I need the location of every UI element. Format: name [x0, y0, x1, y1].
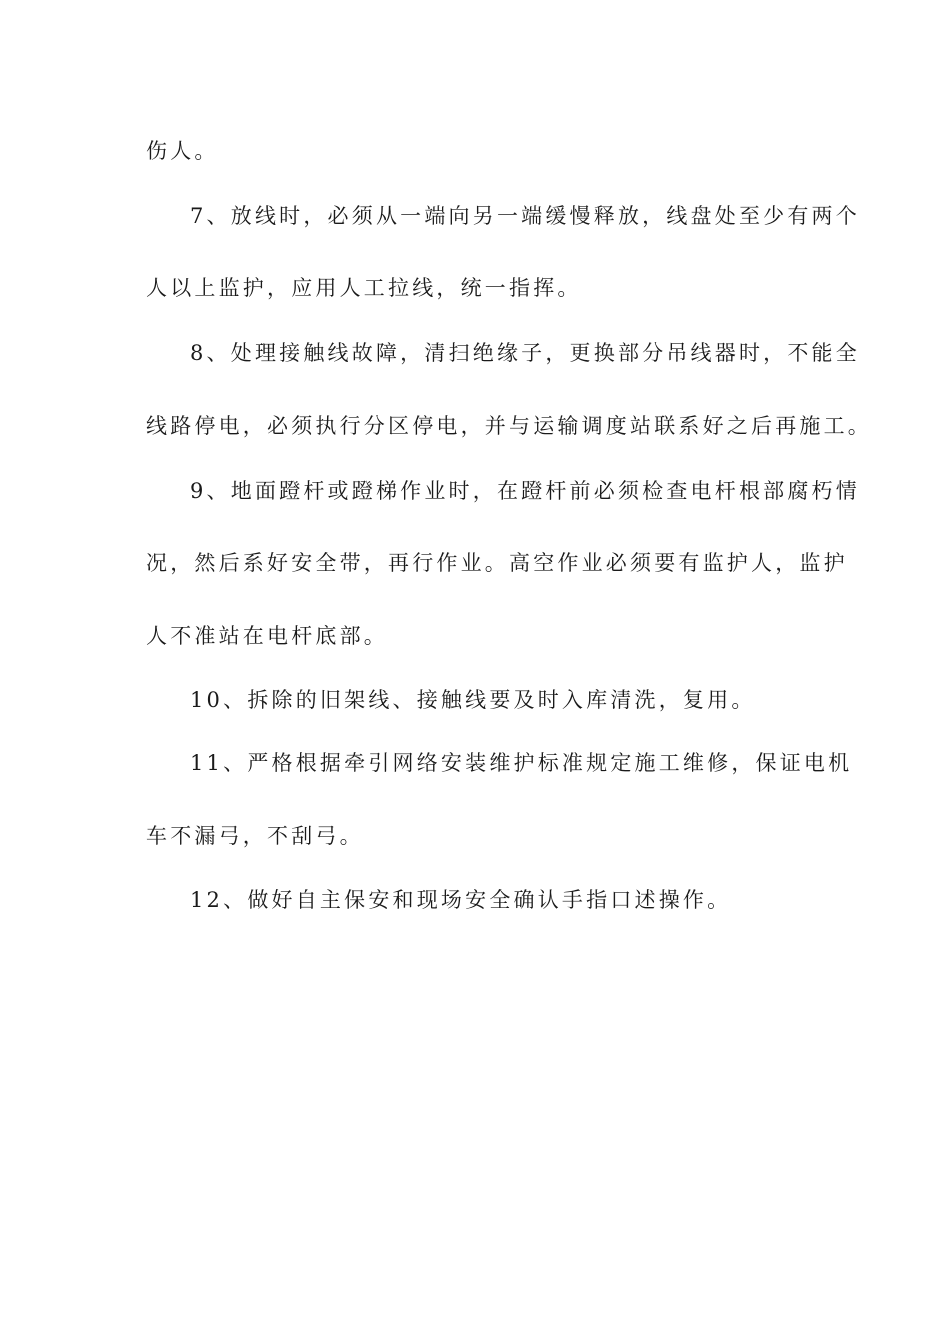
- item-10-line-1: 10、拆除的旧架线、接触线要及时入库清洗，复用。: [190, 688, 756, 712]
- item-9-line-3: 人不准站在电杆底部。: [146, 624, 388, 648]
- item-7-line-1: 7、放线时，必须从一端向另一端缓慢释放，线盘处至少有两个: [190, 204, 860, 228]
- item-7-line-2: 人以上监护，应用人工拉线，统一指挥。: [146, 276, 582, 300]
- item-8-line-2: 线路停电，必须执行分区停电，并与运输调度站联系好之后再施工。: [146, 414, 872, 438]
- item-11-line-2: 车不漏弓，不刮弓。: [146, 824, 364, 848]
- item-9-line-1: 9、地面蹬杆或蹬梯作业时，在蹬杆前必须检查电杆根部腐朽情: [190, 479, 860, 503]
- item-12-line-1: 12、做好自主保安和现场安全确认手指口述操作。: [190, 888, 732, 912]
- item-11-line-1: 11、严格根据牵引网络安装维护标准规定施工维修，保证电机: [190, 751, 853, 775]
- text-line-1: 伤人。: [146, 139, 219, 163]
- item-8-line-1: 8、处理接触线故障，清扫绝缘子，更换部分吊线器时，不能全: [190, 341, 860, 365]
- item-9-line-2: 况，然后系好安全带，再行作业。高空作业必须要有监护人，监护: [146, 551, 848, 575]
